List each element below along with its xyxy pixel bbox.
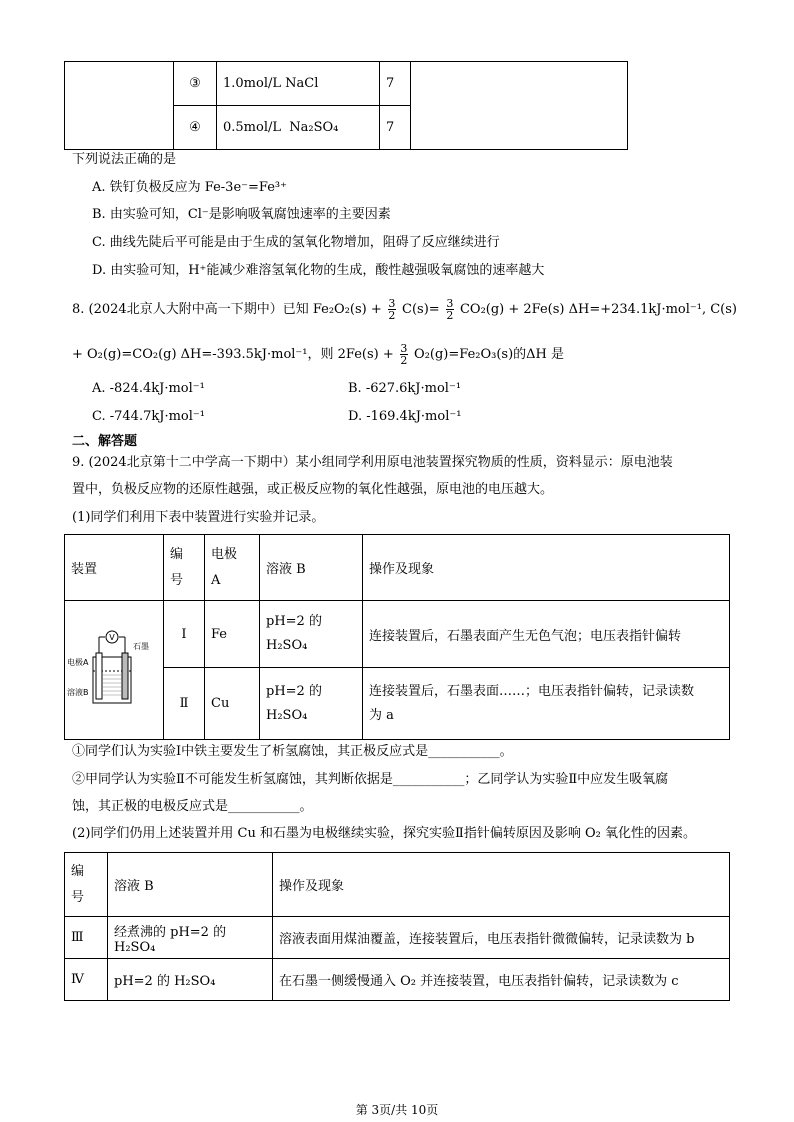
- row-electrode: Cu: [205, 668, 260, 740]
- header-device: 装置: [65, 535, 164, 601]
- header-number-1: 编: [71, 863, 85, 879]
- header-electrode-1: 电极: [211, 546, 238, 562]
- apparatus-diagram: [65, 613, 161, 723]
- frac-num: 3: [388, 297, 396, 310]
- header-number-2: 号: [71, 889, 85, 905]
- row-operation-2: 为 a: [369, 707, 394, 723]
- row-solution-2: H₂SO₄: [266, 638, 308, 653]
- frac-den: 2: [446, 309, 454, 322]
- q7-option-c: C. 曲线先陡后平可能是由于生成的氢氧化物增加，阻碍了反应继续进行: [92, 235, 500, 250]
- experiment-table-1: [64, 534, 730, 740]
- q8-option-c: C. -744.7kJ·mol⁻¹: [92, 409, 205, 424]
- top-table-no: ③: [174, 62, 217, 106]
- row-solution: [260, 668, 363, 740]
- row-electrode: Fe: [205, 601, 260, 668]
- header-electrode: [205, 535, 260, 601]
- row-operation: [363, 668, 730, 740]
- q8-line2: [72, 343, 564, 366]
- experiment-table-2: [64, 852, 730, 1001]
- q7-option-d: D. 由实验可知，H⁺能减少难溶氢氧化物的生成，酸性越强吸氧腐蚀的速率越大: [92, 263, 545, 278]
- q9-sub-1: ①同学们认为实验Ⅰ中铁主要发生了析氢腐蚀，其正极反应式是___________。: [72, 744, 513, 759]
- q8-option-a: A. -824.4kJ·mol⁻¹: [92, 381, 205, 396]
- header-number: [164, 535, 205, 601]
- section-heading: 二、解答题: [72, 434, 138, 449]
- solution-prefix: 0.5mol/L: [223, 120, 281, 135]
- q9-intro-1: 9. (2024北京第十二中学高一下期中）某小组同学利用原电池装置探究物质的性质，资料显示：原电池装: [72, 455, 673, 470]
- row-solution: 经煮沸的 pH=2 的 H₂SO₄: [108, 917, 273, 959]
- label-electrode-a: 电极A: [67, 658, 89, 667]
- frac-num: 3: [400, 342, 408, 355]
- header-solution: 溶液 B: [108, 853, 273, 917]
- q8-line1-a: 8. (2024北京人大附中高一下期中）已知 Fe₂O₂(s) +: [72, 302, 382, 317]
- top-table-no: ④: [174, 106, 217, 150]
- q8-option-d: D. -169.4kJ·mol⁻¹: [348, 409, 462, 424]
- row-number: Ⅰ: [164, 601, 205, 668]
- row-solution: pH=2 的 H₂SO₄: [108, 959, 273, 1001]
- fraction: [388, 298, 396, 321]
- top-table-value: 7: [380, 106, 411, 150]
- row-solution-1: pH=2 的: [266, 614, 322, 629]
- fraction: [400, 343, 408, 366]
- row-solution-2: H₂SO₄: [266, 707, 308, 723]
- q9-part1: (1)同学们利用下表中装置进行实验并记录。: [72, 510, 325, 525]
- top-table-right-cell: [411, 62, 628, 150]
- row-solution: [260, 601, 363, 668]
- apparatus-cell: [65, 601, 164, 740]
- q8-line2-b: O₂(g)=Fe₂O₃(s)的ΔH 是: [414, 347, 565, 362]
- frac-den: 2: [388, 309, 396, 322]
- top-table-left-cell: [65, 62, 174, 150]
- header-electrode-2: A: [211, 572, 221, 588]
- header-solution: 溶液 B: [260, 535, 363, 601]
- row-operation: 连接装置后，石墨表面产生无色气泡；电压表指针偏转: [363, 601, 730, 668]
- solution-formula: Na₂SO₄: [289, 120, 339, 135]
- label-graphite: 石墨: [133, 642, 149, 651]
- frac-num: 3: [446, 297, 454, 310]
- top-table-solution: 1.0mol/L NaCl: [217, 62, 380, 106]
- row-number: Ⅲ: [65, 917, 108, 959]
- top-table: [64, 61, 628, 150]
- voltmeter-label: V: [109, 633, 115, 642]
- header-number-2: 号: [170, 572, 184, 588]
- header-operation: 操作及现象: [273, 853, 730, 917]
- header-operation: 操作及现象: [363, 535, 730, 601]
- row-operation-1: 连接装置后，石墨表面……；电压表指针偏转，记录读数: [369, 683, 695, 699]
- label-solution-b: 溶液B: [67, 688, 89, 697]
- q9-sub-2a: ②甲同学认为实验Ⅱ不可能发生析氢腐蚀，其判断依据是___________；乙同学认为实验Ⅱ中应发生吸氧腐: [72, 772, 669, 787]
- header-number: [65, 853, 108, 917]
- q8-line2-a: + O₂(g)=CO₂(g) ΔH=-393.5kJ·mol⁻¹，则 2Fe(s) +: [72, 347, 394, 362]
- fraction: [446, 298, 454, 321]
- header-number-1: 编: [170, 546, 184, 562]
- q8-option-b: B. -627.6kJ·mol⁻¹: [348, 381, 462, 396]
- row-operation: 溶液表面用煤油覆盖，连接装置后，电压表指针微微偏转，记录读数为 b: [273, 917, 730, 959]
- top-table-solution: [217, 106, 380, 150]
- q8-line1: [72, 298, 737, 321]
- q9-sub-2b: 蚀，其正极的电极反应式是___________。: [72, 799, 313, 814]
- q9-intro-2: 置中，负极反应物的还原性越强，或正极反应物的氧化性越强，原电池的电压越大。: [72, 482, 554, 497]
- q7-stem: 下列说法正确的是: [72, 152, 177, 167]
- row-number: Ⅱ: [164, 668, 205, 740]
- page-footer: 第 3页/共 10页: [355, 1103, 439, 1117]
- q7-option-b: B. 由实验可知，Cl⁻是影响吸氧腐蚀速率的主要因素: [92, 207, 391, 222]
- row-operation: 在石墨一侧缓慢通入 O₂ 并连接装置，电压表指针偏转，记录读数为 c: [273, 959, 730, 1001]
- frac-den: 2: [400, 354, 408, 367]
- q8-line1-c: CO₂(g) + 2Fe(s) ΔH=+234.1kJ·mol⁻¹, C(s): [459, 302, 737, 317]
- row-solution-1: pH=2 的: [266, 683, 322, 699]
- q9-part2: (2)同学们仍用上述装置并用 Cu 和石墨为电极继续实验，探究实验Ⅱ指针偏转原因及影响 O₂ 氧化性的因素。: [72, 826, 696, 841]
- q8-line1-b: C(s)=: [402, 302, 440, 317]
- row-number: Ⅳ: [65, 959, 108, 1001]
- top-table-value: 7: [380, 62, 411, 106]
- q7-option-a: A. 铁钉负极反应为 Fe-3e⁻=Fe³⁺: [92, 180, 287, 195]
